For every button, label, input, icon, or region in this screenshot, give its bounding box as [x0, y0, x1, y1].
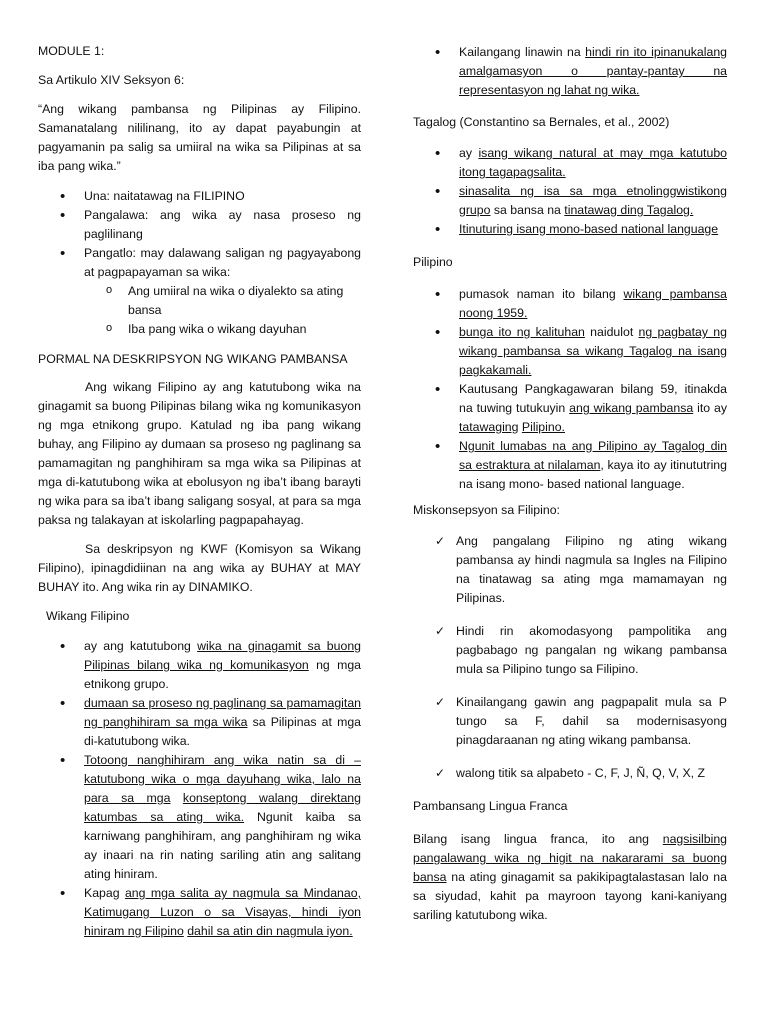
list-item: • Pangatlo: may dalawang saligan ng pagyayabong at pagpapayaman sa wika:: [38, 244, 361, 282]
constitution-points: [38, 187, 361, 282]
wikang-filipino-list: [38, 637, 361, 941]
saligan-sublist: [38, 282, 361, 339]
list-item: [413, 380, 727, 437]
text: pumasok naman ito bilang: [459, 287, 624, 301]
list-item: ✓ Kinailangang gawin ang pagpapalit mula sa P tungo sa F, dahil sa modernisasyong pinagdaraanan ng ating wikang pambansa.: [413, 693, 727, 750]
underlined-text: isang wikang natural at may mga katutubo itong tagapagsalita.: [459, 146, 727, 179]
underlined-text: wikang pambansa noong 1959.: [459, 287, 728, 320]
text: ay: [459, 146, 479, 160]
miskonsepsyon-heading: Miskonsepsyon sa Filipino:: [413, 503, 560, 517]
list-item: • Una: naitatawag na FILIPINO: [38, 187, 361, 206]
text: Ngunit kaiba sa karniwang panghihiram, ang panghihiram ng wika ay inaari na rin nating sariling atin ang salitang ating hiniram.: [84, 810, 362, 881]
list-item: [413, 285, 727, 323]
list-item: ✓ Hindi rin akomodasyong pampolitika ang pagbabago ng pangalan ng wikang pambansa mula sa Pilipino tungo sa Filipino.: [413, 622, 727, 679]
text: , kaya ito ay itinututring na isang mono- based national language.: [459, 458, 727, 491]
tagalog-heading: Tagalog (Constantino sa Bernales, et al., 2002): [413, 115, 670, 129]
list-item: [413, 323, 727, 380]
text: Kailangang linawin na: [459, 45, 586, 59]
list-item: o Ang umiiral na wika o diyalekto sa ating bansa: [38, 282, 361, 320]
tagalog-list: [413, 144, 727, 239]
text: ito ay: [693, 401, 727, 415]
underlined-text: konseptong walang direktang katumbas sa ating wika.: [84, 791, 361, 824]
list-item: [413, 182, 727, 220]
underlined-text: ang wikang pambansa: [569, 401, 694, 415]
text: sa bansa na: [490, 203, 565, 217]
text: ng mga etnikong grupo.: [84, 658, 361, 691]
list-item: • Pangalawa: ang wika ay nasa proseso ng paglilinang: [38, 206, 361, 244]
list-item: ✓ Ang pangalang Filipino ng ating wikang pambansa ay hindi nagmula sa Ingles na Filipino na tinatawag sa ating mga mamamayan ng Pilipinas.: [413, 532, 727, 608]
list-item: o Iba pang wika o wikang dayuhan: [38, 320, 361, 339]
wikang-filipino-heading: Wikang Filipino: [46, 609, 130, 623]
right-column: [413, 0, 727, 925]
underlined-text: sinasalita ng isa sa mga etnolinggwistikong grupo: [459, 184, 727, 217]
underlined-text: tatawaging: [459, 420, 519, 434]
pormal-paragraph: Ang wikang Filipino ay ang katutubong wika na ginagamit sa buong Pilipinas bilang wika ng komunikasyon ng mga etnikong grupo. Katulad ng iba pang wikang buhay, ang Filipino ay dumaan sa proseso ng paglinang sa pamamagitan ng panghihiram sa mga wika sa Pilipinas at mga di-katutubong wika at ebolusyon ng iba’t ibang barayti ng wika para sa iba’t ibang saligang sosyal, at para sa mga paksa ng talakayan at iskolarling pagpapahayag.: [38, 380, 361, 527]
kailangang-list: [413, 43, 727, 100]
list-item: [413, 43, 727, 100]
underlined-text: Pilipino.: [521, 420, 565, 434]
text: Kautusang Pangkagawaran bilang 59, itinakda na tuwing tutukuyin: [459, 382, 727, 415]
module-title: MODULE 1:: [38, 44, 105, 58]
underlined-text: Ngunit lumabas na ang Pilipino ay Tagalog din sa estraktura at nilalaman: [459, 439, 727, 472]
article-heading: Sa Artikulo XIV Seksyon 6:: [38, 73, 185, 87]
pormal-heading: PORMAL NA DESKRIPSYON NG WIKANG PAMBANSA: [38, 352, 348, 366]
lingua-franca-paragraph: [413, 830, 727, 925]
underlined-text: ang mga salita ay nagmula sa Mindanao, Katimugang Luzon o sa Visayas, hindi iyon hiniram ng Filipino: [84, 886, 361, 938]
list-item: [413, 144, 727, 182]
underlined-text: bunga ito ng kalituhan: [459, 325, 585, 339]
list-item: [413, 437, 727, 494]
constitution-quote: “Ang wikang pambansa ng Pilipinas ay Filipino. Samanatalang nililinang, ito ay dapat payabungin at pagyamanin pa salig sa umiiral na wika sa Pilipinas at sa iba pang wika.”: [38, 102, 361, 173]
underlined-text: dahil sa atin din nagmula iyon.: [187, 924, 353, 938]
text: Bilang isang lingua franca, ito ang: [413, 832, 663, 846]
pilipino-list: [413, 285, 727, 494]
underlined-text: Totoong nanghihiram ang wika natin sa di – katutubong wika o mga dayuhang wika, lalo na para sa mga: [84, 753, 361, 805]
underlined-text: nagsisilbing pangalawang wika ng higit na nakararami sa buong bansa: [413, 832, 727, 884]
text: naidulot: [584, 325, 639, 339]
text: na ating ginagamit sa pakikipagtalastasan lalo na sa siyudad, kahit pa mayroon tayong kani-kaniyang sariling katutubong wika.: [413, 870, 727, 922]
text: [170, 791, 182, 805]
text: Kapag: [84, 886, 125, 900]
underlined-text: tinatawag ding Tagalog.: [564, 203, 694, 217]
list-item: [38, 751, 361, 884]
text: sa Pilipinas at mga di-katutubong wika.: [84, 715, 361, 748]
underlined-text: dumaan sa proseso ng paglinang sa pamamagitan ng panghihiram sa mga wika: [84, 696, 361, 729]
underlined-text: Itinuturing isang mono-based national language: [459, 222, 719, 236]
text: ay ang katutubong: [84, 639, 198, 653]
list-item: [38, 884, 361, 941]
miskonsepsyon-list: [413, 532, 727, 783]
left-column: [38, 0, 361, 941]
underlined-text: ng pagbatay ng wikang pambansa sa wikang Tagalog na isang pagkakamali.: [459, 325, 727, 377]
list-item: [38, 637, 361, 694]
list-item: [38, 694, 361, 751]
list-item: [413, 220, 727, 239]
kwf-paragraph: Sa deskripsyon ng KWF (Komisyon sa Wikang Filipino), ipinagdidiinan na ang wika ay BUHAY at MAY BUHAY ito. Ang wika rin ay DINAMIKO.: [38, 542, 361, 594]
lingua-franca-heading: Pambansang Lingua Franca: [413, 799, 568, 813]
pilipino-heading: Pilipino: [413, 255, 453, 269]
underlined-text: hindi rin ito ipinanukalang amalgamasyon o pantay-pantay na representasyon ng lahat ng wika.: [459, 45, 727, 97]
underlined-text: wika na ginagamit sa buong Pilipinas bilang wika ng komunikasyon: [84, 639, 361, 672]
list-item: ✓ walong titik sa alpabeto - C, F, J, Ñ, Q, V, X, Z: [413, 764, 727, 783]
